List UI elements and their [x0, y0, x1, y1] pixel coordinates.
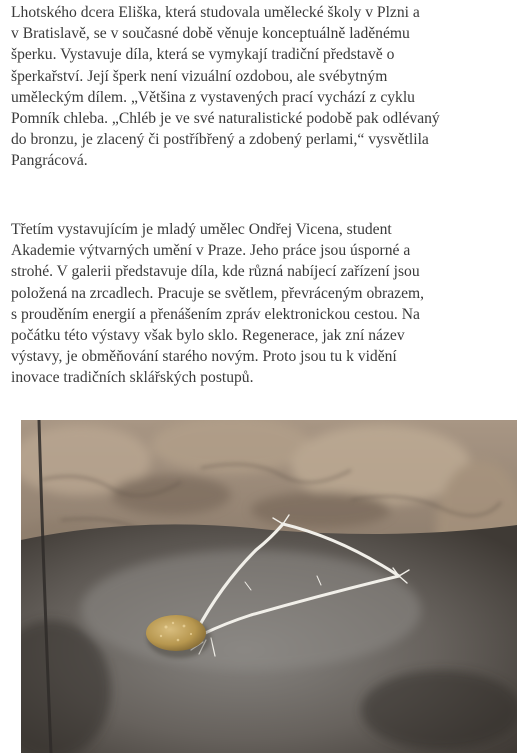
text-line: uměleckým dílem. „Většina z vystavených prací vychází z cyklu: [11, 88, 415, 106]
text-line: šperkařství. Její šperk není vizuální ozdobou, ale svébytným: [11, 67, 388, 85]
text-line: inovace tradičních sklářských postupů.: [11, 369, 254, 387]
article-paragraph-2: [11, 219, 516, 389]
text-line: do bronzu, je zlacený či postříbřený a zdobený perlami,“ vysvětlila: [11, 131, 429, 149]
text-line: Pomník chleba. „Chléb je ve své naturalistické podobě pak odlévaný: [11, 110, 440, 128]
text-line: výstavy, je obměňování starého novým. Proto jsou tu k vidění: [11, 348, 397, 366]
text-line: Akademie výtvarných umění v Praze. Jeho práce jsou úsporné a: [11, 242, 411, 260]
text-line: Třetím vystavujícím je mladý umělec Ondřej Vicena, student: [11, 221, 392, 238]
text-line: šperku. Vystavuje díla, která se vymykají tradiční představě o: [11, 46, 395, 64]
text-line: s prouděním energií a přenášením zpráv elektronickou cestou. Na: [11, 305, 420, 323]
text-line: položená na zrcadlech. Pracuje se světlem, převráceným obrazem,: [11, 284, 425, 302]
text-line: Pangrácová.: [11, 152, 88, 170]
artwork-photo: [21, 420, 517, 753]
article-paragraph-1: [11, 2, 516, 172]
text-line: počátku této výstavy však bylo sklo. Regenerace, jak zní název: [11, 327, 405, 345]
text-line: v Bratislavě, se v současné době věnuje konceptuálně laděnému: [11, 25, 410, 43]
text-line: strohé. V galerii představuje díla, kde různá nabíjecí zařízení jsou: [11, 263, 420, 281]
text-line: Lhotského dcera Eliška, která studovala umělecké školy v Plzni a: [11, 4, 420, 21]
artwork-photo-image: [21, 420, 517, 753]
